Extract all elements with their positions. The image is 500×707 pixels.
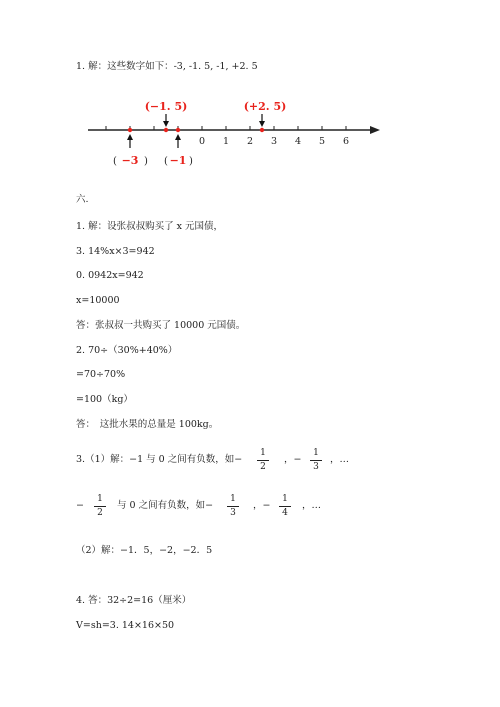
q4-line-2: V=sh=3. 14×16×50	[76, 620, 175, 631]
q6-line-1: 1. 解：设张叔叔购买了 x 元国债，	[76, 221, 223, 232]
q6-line-3: 0. 0942x=942	[76, 270, 144, 281]
q3-line-2-mid: 与 0 之间有负数，如−	[117, 500, 214, 511]
q3-line-1-end: ，…	[330, 454, 350, 465]
number-line-arrowhead	[370, 126, 380, 134]
number-line	[0, 92, 500, 182]
q6-line-4: x=10000	[76, 295, 120, 306]
q3-line-2-prefix: −	[76, 500, 84, 511]
point-minus-1	[176, 128, 180, 132]
paren-open-minus-1: (	[164, 156, 168, 167]
tick-label-3: 3	[270, 136, 278, 147]
tick-label-4: 4	[294, 136, 302, 147]
label-plus-2-5: (+2. 5)	[243, 100, 287, 113]
q6-line-2: 3. 14%x×3=942	[76, 246, 155, 257]
q6-line-8: =100（kg）	[76, 394, 133, 405]
point-plus-2-5	[260, 128, 264, 132]
arrow-up-minus-3	[127, 134, 133, 148]
arrow-down-minus-1-5	[163, 114, 169, 127]
fraction-numerator: 1	[230, 494, 236, 504]
tick-label-6: 6	[342, 136, 350, 147]
tick-label-1: 1	[222, 136, 230, 147]
fraction-denominator: 2	[97, 508, 103, 518]
fraction-numerator: 1	[260, 448, 266, 458]
point-minus-1-5	[164, 128, 168, 132]
arrow-up-minus-1	[175, 134, 181, 148]
fraction-third	[309, 448, 323, 473]
fraction-numerator: 1	[282, 494, 288, 504]
label-minus-1: −1	[169, 154, 187, 167]
fraction-denominator: 4	[282, 508, 288, 518]
paren-close-minus-1: )	[189, 156, 193, 167]
fraction-numerator: 1	[97, 494, 103, 504]
arrow-down-plus-2-5	[259, 114, 265, 127]
q6-line-7: =70÷70%	[76, 369, 126, 380]
tick-label-0: 0	[198, 136, 206, 147]
label-minus-1-5: (−1. 5)	[144, 100, 188, 113]
fraction-half	[256, 448, 270, 473]
q3-part-2: （2）解：−1．5，−2，−2．5	[76, 545, 213, 556]
q6-line-9: 答： 这批水果的总量是 100kg。	[76, 419, 219, 430]
label-minus-3: −3	[121, 154, 139, 167]
q6-line-5: 答：张叔叔一共购买了 10000 元国债。	[76, 320, 246, 331]
q3-line-1-prefix: 3.（1）解：−1 与 0 之间有负数，如−	[76, 454, 243, 465]
q6-line-6: 2. 70÷（30%+40%）	[76, 345, 178, 356]
q3-line-2-end: ，…	[302, 500, 322, 511]
q1-answer-line: 1. 解：这些数字如下：-3, -1. 5, -1, +2. 5	[76, 61, 258, 72]
q4-line-1: 4. 答：32÷2=16（厘米）	[76, 595, 192, 606]
point-minus-3	[128, 128, 132, 132]
tick-label-2: 2	[246, 136, 254, 147]
section-title: 六.	[76, 194, 89, 205]
fraction-numerator: 1	[313, 448, 319, 458]
paren-open-minus-3: (	[113, 156, 117, 167]
q3-line-2-sep: ，−	[253, 500, 271, 511]
paren-close-minus-3: )	[144, 156, 148, 167]
fraction-denominator: 2	[260, 462, 266, 472]
q3-line-1-sep: ，−	[284, 454, 302, 465]
fraction-half	[93, 494, 107, 519]
tick-label-5: 5	[318, 136, 326, 147]
fraction-denominator: 3	[313, 462, 319, 472]
fraction-half	[226, 494, 240, 519]
fraction-quarter	[278, 494, 292, 519]
fraction-denominator: 3	[230, 508, 236, 518]
